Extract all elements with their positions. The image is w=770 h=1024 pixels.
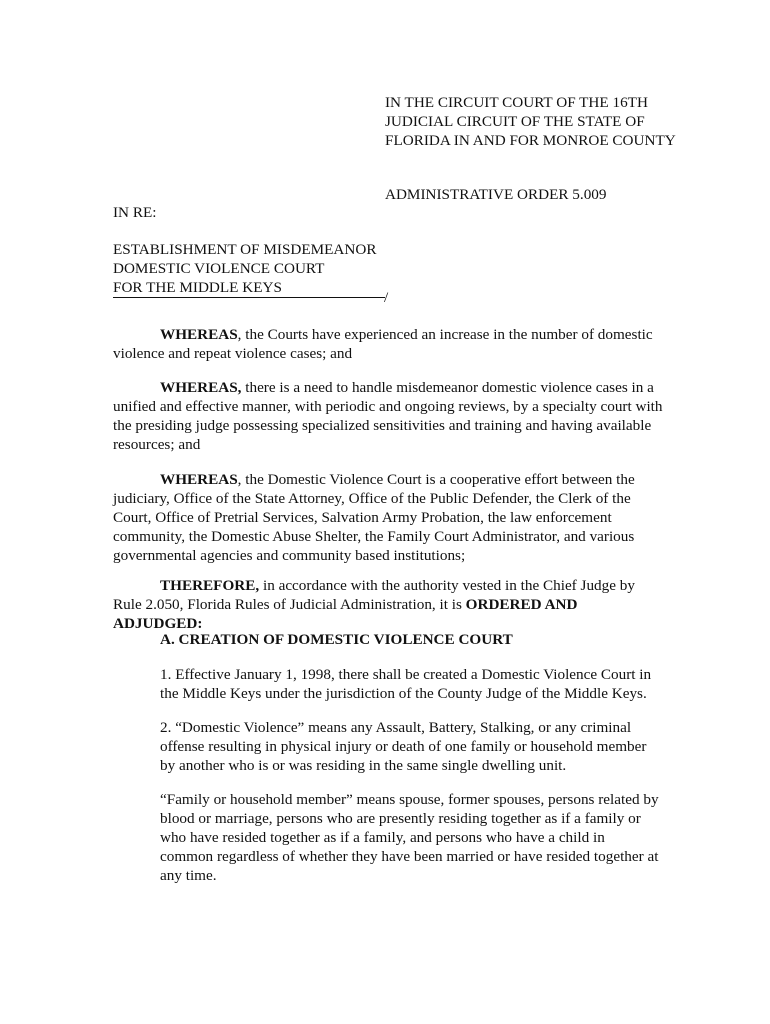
paragraph-text: there is a need to handle misdemeanor domestic violence cases in a unified and effective manner, with periodic and ongoing reviews, by a specialty court with the presiding judge possessing specialized sensitivities and training and having available resources; and <box>113 379 663 453</box>
whereas-paragraph <box>113 378 663 454</box>
paragraph-lead: WHEREAS <box>160 471 238 488</box>
paragraph-lead: THEREFORE, <box>160 577 260 594</box>
caption-line: FOR THE MIDDLE KEYS <box>113 279 282 296</box>
numbered-item: 2. “Domestic Violence” means any Assault, Battery, Stalking, or any criminal offense resulting in physical injury or death of one family or household member by another who is or was residing in the same single dwelling unit. <box>160 719 647 774</box>
paragraph-text: in accordance with the authority vested in the Chief Judge by Rule 2.050, Florida Rules of Judicial Administration, it is <box>113 577 635 613</box>
numbered-item: 1. Effective January 1, 1998, there shall be created a Domestic Violence Court in the Middle Keys under the jurisdiction of the County Judge of the Middle Keys. <box>160 666 652 702</box>
caption-slash: / <box>384 289 389 306</box>
therefore-paragraph <box>113 576 663 633</box>
in-re-label: IN RE: <box>113 204 157 221</box>
paragraph-lead: WHEREAS, <box>160 379 242 396</box>
court-header: IN THE CIRCUIT COURT OF THE 16TH JUDICIAL CIRCUIT OF THE STATE OF FLORIDA IN AND FOR MONROE COUNTY <box>385 94 676 149</box>
paragraph-lead: WHEREAS <box>160 326 238 343</box>
section-heading: A. CREATION OF DOMESTIC VIOLENCE COURT <box>160 631 513 648</box>
definition-paragraph: “Family or household member” means spouse, former spouses, persons related by blood or marriage, persons who are presently residing together as if a family or who have resided together as if a family, and persons who have a child in common regardless of whether they have been married or have resided together at any time. <box>160 791 659 884</box>
caption-line: DOMESTIC VIOLENCE COURT <box>113 260 325 277</box>
paragraph-text: , the Courts have experienced an increase in the number of domestic violence and repeat violence cases; and <box>113 326 653 362</box>
whereas-paragraph <box>113 325 663 363</box>
caption-rule <box>113 297 385 298</box>
caption-line: ESTABLISHMENT OF MISDEMEANOR <box>113 241 377 258</box>
ordered-adjudged: ORDERED AND ADJUDGED: <box>113 596 578 632</box>
whereas-paragraph <box>113 470 663 565</box>
paragraph-text: , the Domestic Violence Court is a cooperative effort between the judiciary, Office of the State Attorney, Office of the Public Defender, the Clerk of the Court, Office of Pretrial Services, Salvation Army Probation, the law enforcement community, the Domestic Abuse Shelter, the Family Court Administrator, and various governmental agencies and community based institutions; <box>113 471 635 564</box>
order-number: ADMINISTRATIVE ORDER 5.009 <box>385 186 607 203</box>
